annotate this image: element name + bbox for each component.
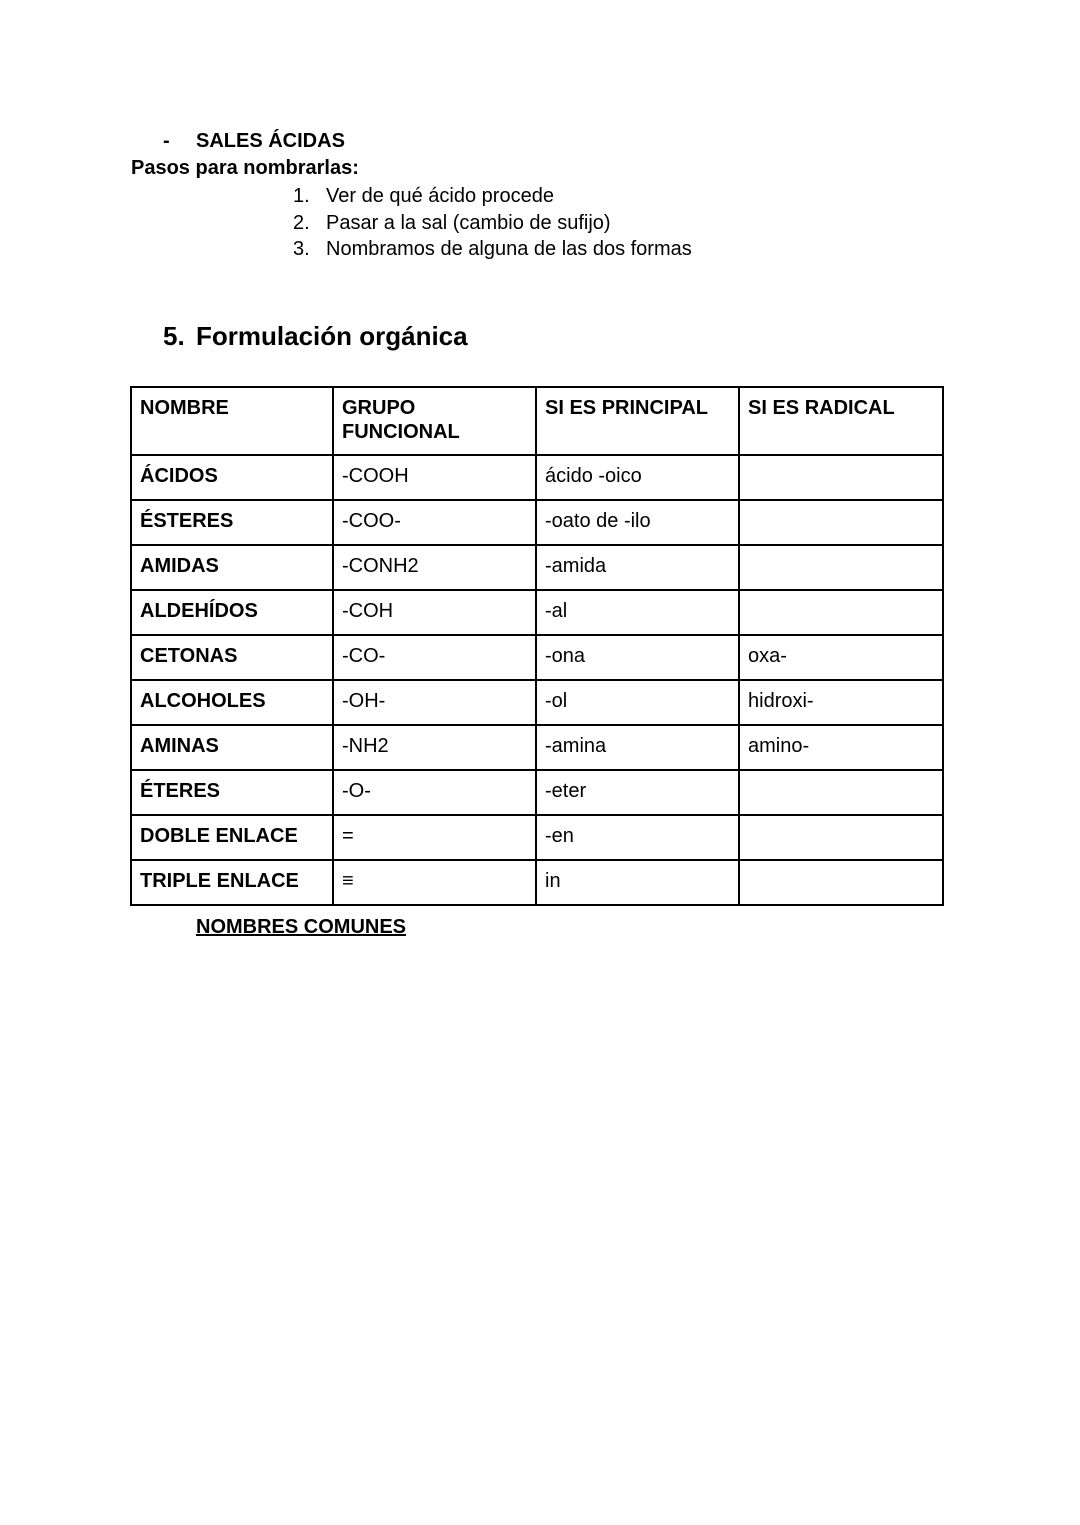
- cell-radical: [739, 860, 943, 905]
- cell-radical: [739, 770, 943, 815]
- table-row: [131, 635, 943, 680]
- cell-functional-group: -O-: [333, 770, 536, 815]
- table-row: [131, 590, 943, 635]
- steps-title: Pasos para nombrarlas:: [131, 157, 359, 179]
- section-title: Formulación orgánica: [196, 321, 468, 351]
- cell-name: AMINAS: [131, 725, 333, 770]
- cell-name: ÁCIDOS: [131, 455, 333, 500]
- step-text: Pasar a la sal (cambio de sufijo): [326, 211, 611, 234]
- cell-functional-group: -COOH: [333, 455, 536, 500]
- cell-functional-group: -CONH2: [333, 545, 536, 590]
- list-item: [293, 236, 692, 263]
- cell-functional-group: ≡: [333, 860, 536, 905]
- cell-name: ALDEHÍDOS: [131, 590, 333, 635]
- cell-name: AMIDAS: [131, 545, 333, 590]
- common-names-heading: NOMBRES COMUNES: [196, 916, 407, 938]
- section-heading: [163, 321, 468, 352]
- cell-principal: -oato de -ilo: [536, 500, 739, 545]
- cell-functional-group: -COO-: [333, 500, 536, 545]
- cell-name: ÉSTERES: [131, 500, 333, 545]
- step-number: 3.: [293, 238, 310, 260]
- table-row: [131, 770, 943, 815]
- steps-list: [293, 183, 692, 263]
- cell-name: DOBLE ENLACE: [131, 815, 333, 860]
- cell-principal: -amida: [536, 545, 739, 590]
- cell-functional-group: -COH: [333, 590, 536, 635]
- cell-functional-group: -OH-: [333, 680, 536, 725]
- column-header-grupo-funcional: GRUPO FUNCIONAL: [333, 387, 536, 455]
- cell-functional-group: =: [333, 815, 536, 860]
- cell-radical: [739, 545, 943, 590]
- list-item: [293, 183, 692, 210]
- cell-name: TRIPLE ENLACE: [131, 860, 333, 905]
- table-row: [131, 815, 943, 860]
- cell-name: ALCOHOLES: [131, 680, 333, 725]
- bullet-dash: -: [163, 130, 170, 152]
- sales-acidas-title: SALES ÁCIDAS: [196, 130, 345, 152]
- cell-principal: -eter: [536, 770, 739, 815]
- cell-principal: ácido -oico: [536, 455, 739, 500]
- cell-principal: -ol: [536, 680, 739, 725]
- table-row: [131, 455, 943, 500]
- cell-radical: [739, 815, 943, 860]
- cell-principal: -amina: [536, 725, 739, 770]
- cell-radical: [739, 590, 943, 635]
- column-header-nombre: NOMBRE: [131, 387, 333, 455]
- cell-radical: hidroxi-: [739, 680, 943, 725]
- table-row: [131, 500, 943, 545]
- cell-radical: [739, 455, 943, 500]
- section-number: 5.: [163, 321, 185, 351]
- list-item: [293, 210, 692, 237]
- column-header-si-es-radical: SI ES RADICAL: [739, 387, 943, 455]
- table-header-row: [131, 387, 943, 455]
- table-row: [131, 680, 943, 725]
- step-text: Ver de qué ácido procede: [326, 185, 554, 207]
- step-number: 2.: [293, 211, 310, 234]
- cell-principal: -al: [536, 590, 739, 635]
- step-number: 1.: [293, 185, 310, 207]
- cell-functional-group: -CO-: [333, 635, 536, 680]
- sales-acidas-heading: [163, 130, 345, 153]
- cell-name: CETONAS: [131, 635, 333, 680]
- cell-radical: oxa-: [739, 635, 943, 680]
- step-text: Nombramos de alguna de las dos formas: [326, 238, 692, 260]
- cell-radical: amino-: [739, 725, 943, 770]
- functional-groups-table: [130, 386, 944, 906]
- cell-principal: in: [536, 860, 739, 905]
- cell-radical: [739, 500, 943, 545]
- cell-name: ÉTERES: [131, 770, 333, 815]
- table-row: [131, 725, 943, 770]
- table-row: [131, 545, 943, 590]
- column-header-si-es-principal: SI ES PRINCIPAL: [536, 387, 739, 455]
- cell-functional-group: -NH2: [333, 725, 536, 770]
- cell-principal: -ona: [536, 635, 739, 680]
- table-row: [131, 860, 943, 905]
- cell-principal: -en: [536, 815, 739, 860]
